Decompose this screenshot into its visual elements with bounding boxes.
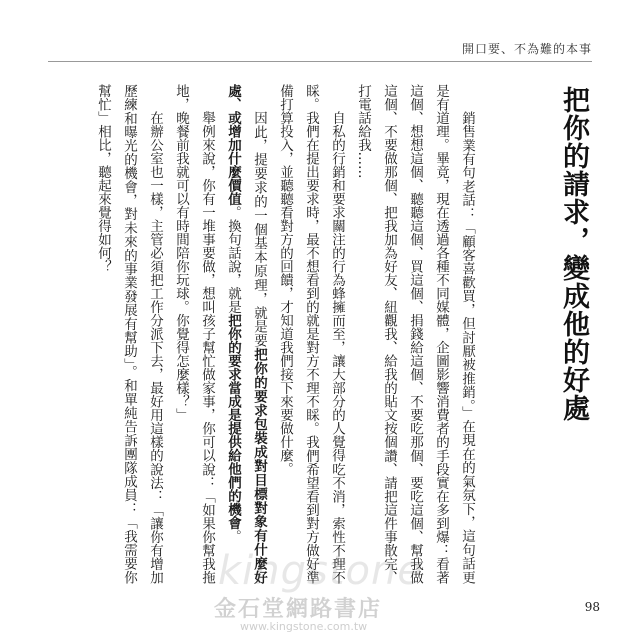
paragraph-3-text: 因此，提要求的一個基本原理，就是要 <box>251 111 267 348</box>
paragraph-3 <box>220 84 272 584</box>
page-number: 98 <box>584 600 600 614</box>
chapter-title: 把你的請求，變成他的好處 <box>558 86 589 422</box>
header-rule <box>48 61 592 62</box>
paragraph-3-emphasis-2: 把你的要求當成是提供給他們的機會 <box>225 313 241 530</box>
paragraph-1: 銷售業有句老話：「顧客喜歡買，但討厭被推銷。」在現在的氣氛下，這句話更是有道理。畢竟，現在透過各種不同媒體，企圖影響消費者的手段實在多到爆：看著這個、想想這個、聽聽這個、買這個、捐錢給這個、不要吃那個、要吃這個、幫我做這個、不要做那個、把我加為好友、紐觀我、給我的貼文按個讚、請把這件事散完、打電話給我…… <box>355 84 475 584</box>
watermark-url: www.kingstone.com.tw <box>240 620 368 633</box>
paragraph-3-tail: 。 <box>225 529 241 543</box>
paragraph-4: 舉例來說，你有一堆事要做，想叫孩子幫忙做家事，你可以說：「如果你幫我拖地，晚餐前我就可以有時間陪你玩球。你覺得怎麼樣？」 <box>173 84 215 584</box>
watermark-logo: kingstone <box>218 548 423 594</box>
watermark-store-name: 金石堂網路書店 <box>214 596 383 622</box>
body-text <box>62 84 480 584</box>
paragraph-5: 在辦公室也一樣，主管必須把工作分派下去，最好用這樣的說法：「讓你有增加歷練和曝光的機會，對未來的事業發展有幫助」。和單純告訴團隊成員：「我需要你幫忙」相比，聽起來覺得如何？ <box>95 84 163 584</box>
paragraph-3-emphasis: 把你的要求包裝成對目標對象有什麼好處、或增加什麼價值 <box>225 84 267 584</box>
paragraph-3-connector: 。換句話說，就是 <box>225 205 241 314</box>
running-head: 開口要、不為難的本事 <box>461 42 592 56</box>
paragraph-2: 自私的行銷和要求關注的行為蜂擁而至，讓大部分的人覺得吃不消，索性不理不睬。我們在提出要求時，最不想看到的就是對方不理不睬。我們希望看到對方做好準備打算投入，並聽聽看對方的回饋，才知道我們接下來要做什麼。 <box>277 84 345 584</box>
